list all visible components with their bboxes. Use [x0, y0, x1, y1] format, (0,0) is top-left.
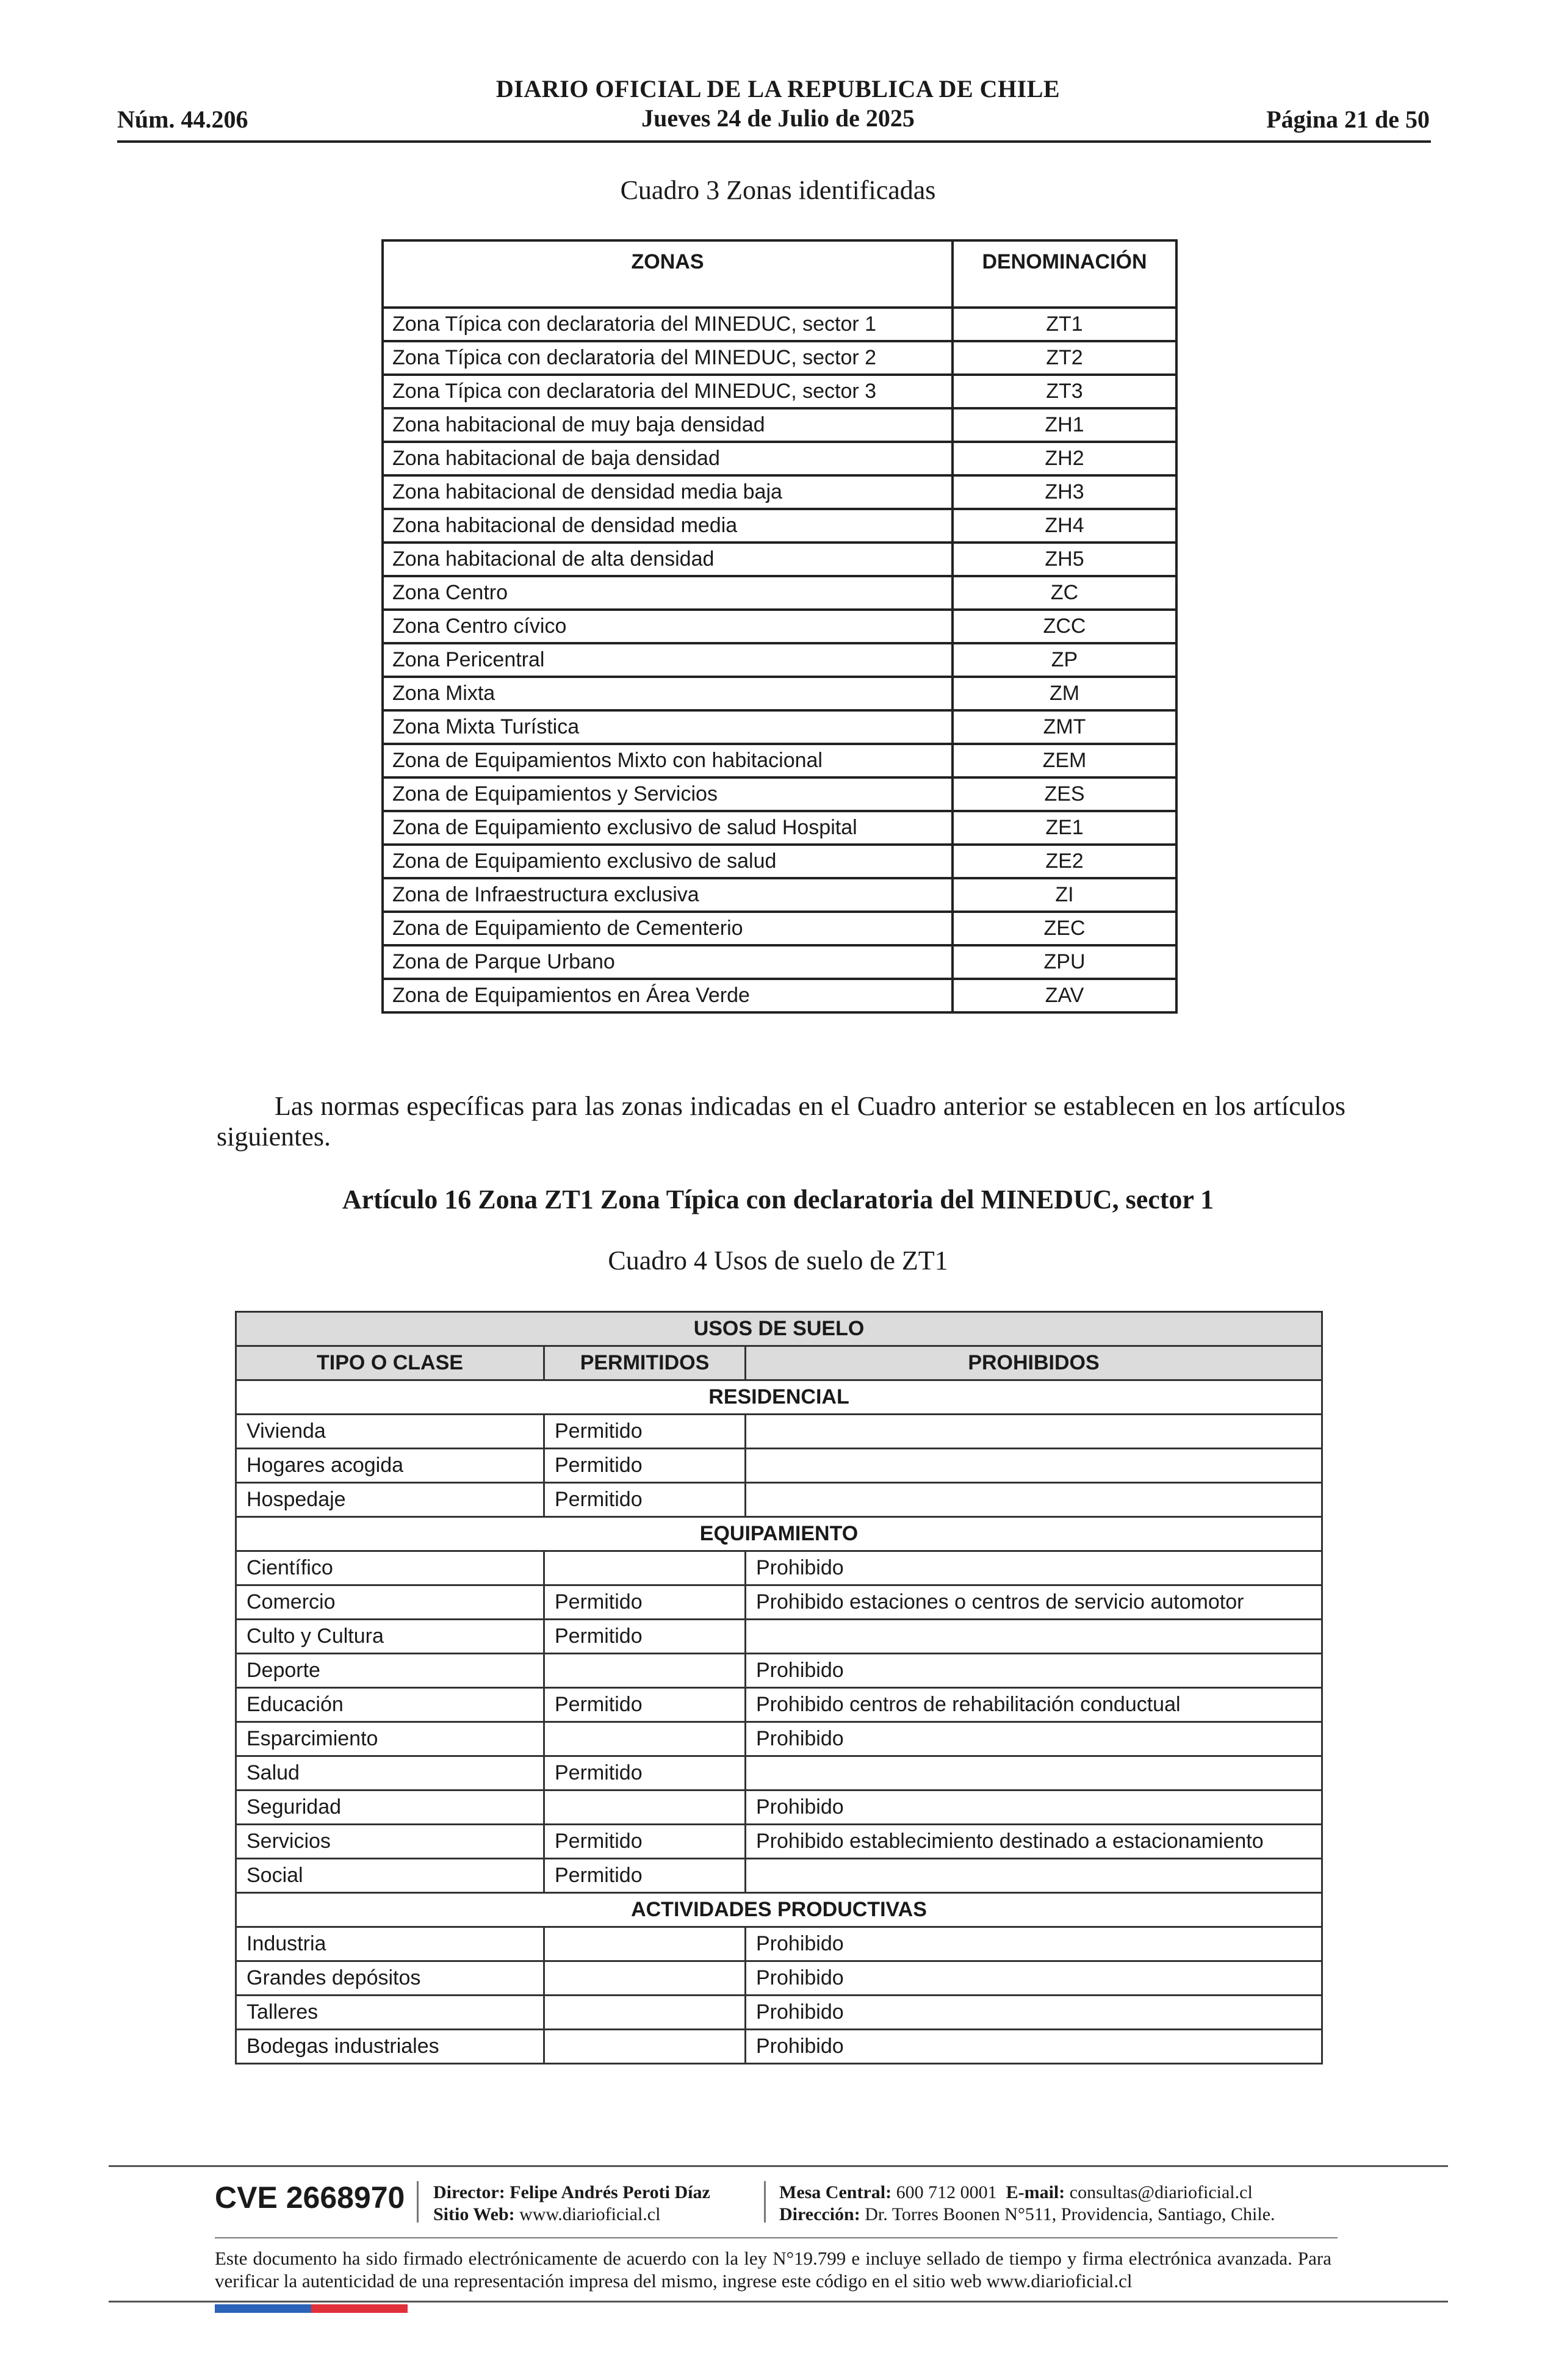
zone-row	[383, 543, 1176, 576]
header-divider	[117, 140, 1431, 143]
zone-name-cell: Zona de Equipamiento de Cementerio	[383, 912, 953, 945]
land-use-row	[236, 1620, 1322, 1654]
use-type-cell: Talleres	[236, 1996, 544, 2030]
land-use-row	[236, 1585, 1322, 1620]
use-type-cell: Vivienda	[236, 1415, 544, 1449]
zone-row	[383, 576, 1176, 610]
zone-code-cell: ZMT	[953, 710, 1176, 744]
director-name: Felipe Andrés Peroti Díaz	[510, 2182, 710, 2202]
zone-row	[383, 610, 1176, 643]
mesa-phone: 600 712 0001	[896, 2182, 997, 2202]
zone-name-cell: Zona de Equipamientos Mixto con habitacional	[383, 744, 953, 777]
zone-row	[383, 710, 1176, 744]
zone-name-cell: Zona Mixta	[383, 677, 953, 710]
zone-code-cell: ZES	[953, 777, 1176, 811]
use-type-cell: Industria	[236, 1927, 544, 1961]
land-use-title-row	[236, 1312, 1322, 1346]
land-use-row	[236, 1825, 1322, 1859]
land-use-row	[236, 1688, 1322, 1722]
zone-name-cell: Zona de Parque Urbano	[383, 945, 953, 979]
zone-code-cell: ZT3	[953, 375, 1176, 408]
zone-name-cell: Zona Mixta Turística	[383, 710, 953, 744]
use-type-cell: Deporte	[236, 1654, 544, 1688]
email-link[interactable]: consultas@diarioficial.cl	[1069, 2182, 1253, 2202]
permitted-cell	[544, 1722, 746, 1756]
footer-separator	[764, 2181, 766, 2223]
use-type-cell: Culto y Cultura	[236, 1620, 544, 1654]
prohibited-cell: Prohibido	[746, 1654, 1322, 1688]
permitted-cell: Permitido	[544, 1620, 746, 1654]
permitted-cell	[544, 1996, 746, 2030]
zone-name-cell: Zona habitacional de alta densidad	[383, 543, 953, 576]
zone-code-cell: ZH2	[953, 442, 1176, 475]
use-type-cell: Esparcimiento	[236, 1722, 544, 1756]
legal-notice: Este documento ha sido firmado electrónicamente de acuerdo con la ley N°19.799 e incluye sellado de tiempo y firma electrónica avanzada. Para verificar la autenticidad de una representación impresa del mismo, ingrese este código en el sitio web www.diarioficial.cl	[215, 2248, 1331, 2292]
use-type-cell: Salud	[236, 1756, 544, 1790]
zone-row	[383, 777, 1176, 811]
permitted-cell: Permitido	[544, 1585, 746, 1620]
footer-divider-mid	[215, 2237, 1338, 2238]
zone-code-cell: ZM	[953, 677, 1176, 710]
land-use-row	[236, 1654, 1322, 1688]
flag-stripe-blue	[215, 2304, 311, 2313]
prohibited-column-header: PROHIBIDOS	[746, 1346, 1322, 1380]
land-use-row	[236, 1483, 1322, 1517]
section-row	[236, 1517, 1322, 1551]
prohibited-cell: Prohibido	[746, 2030, 1322, 2064]
issue-number: Núm. 44.206	[117, 106, 248, 133]
zone-code-cell: ZT2	[953, 341, 1176, 375]
zone-row	[383, 341, 1176, 375]
use-type-cell: Comercio	[236, 1585, 544, 1620]
zone-code-cell: ZH1	[953, 408, 1176, 442]
zone-name-cell: Zona habitacional de baja densidad	[383, 442, 953, 475]
prohibited-cell	[746, 1415, 1322, 1449]
prohibited-cell	[746, 1859, 1322, 1893]
land-use-row	[236, 1790, 1322, 1825]
land-use-title: USOS DE SUELO	[236, 1312, 1322, 1346]
zones-column-header: ZONAS	[383, 240, 953, 308]
land-use-row	[236, 1996, 1322, 2030]
zone-code-cell: ZPU	[953, 945, 1176, 979]
prohibited-cell: Prohibido	[746, 1551, 1322, 1585]
footer-contact	[779, 2182, 1253, 2204]
permitted-cell: Permitido	[544, 1483, 746, 1517]
land-use-row	[236, 1551, 1322, 1585]
cuadro4-caption: Cuadro 4 Usos de suelo de ZT1	[608, 1246, 948, 1275]
zone-row	[383, 744, 1176, 777]
permitted-cell: Permitido	[544, 1756, 746, 1790]
zones-table-body	[383, 308, 1176, 1012]
zone-code-cell: ZC	[953, 576, 1176, 610]
permitted-cell	[544, 1654, 746, 1688]
zone-row	[383, 677, 1176, 710]
land-use-row	[236, 1961, 1322, 1996]
zone-code-cell: ZAV	[953, 979, 1176, 1012]
zone-code-cell: ZEC	[953, 912, 1176, 945]
issue-date: Jueves 24 de Julio de 2025	[641, 104, 915, 132]
permitted-cell: Permitido	[544, 1688, 746, 1722]
zone-row	[383, 408, 1176, 442]
land-use-table	[235, 1311, 1323, 2064]
use-type-cell: Grandes depósitos	[236, 1961, 544, 1996]
prohibited-cell	[746, 1483, 1322, 1517]
land-use-row	[236, 1449, 1322, 1483]
mesa-label: Mesa Central:	[779, 2182, 892, 2202]
cve-code: CVE 2668970	[215, 2180, 405, 2215]
zone-name-cell: Zona Centro cívico	[383, 610, 953, 643]
footer-separator	[417, 2181, 419, 2223]
zone-name-cell: Zona Típica con declaratoria del MINEDUC, sector 3	[383, 375, 953, 408]
permitted-cell	[544, 1790, 746, 1825]
flag-stripe-red	[311, 2304, 408, 2313]
prohibited-cell: Prohibido	[746, 1996, 1322, 2030]
zone-code-cell: ZH5	[953, 543, 1176, 576]
use-type-cell: Servicios	[236, 1825, 544, 1859]
zones-table	[381, 239, 1178, 1014]
zone-name-cell: Zona Típica con declaratoria del MINEDUC, sector 1	[383, 308, 953, 341]
newspaper-title: DIARIO OFICIAL DE LA REPUBLICA DE CHILE	[495, 75, 1061, 103]
zone-name-cell: Zona Centro	[383, 576, 953, 610]
zone-name-cell: Zona habitacional de densidad media baja	[383, 475, 953, 509]
prohibited-cell: Prohibido centros de rehabilitación conductual	[746, 1688, 1322, 1722]
address-label: Dirección:	[779, 2204, 860, 2224]
land-use-row	[236, 1415, 1322, 1449]
website-label: Sitio Web:	[433, 2204, 515, 2224]
section-row	[236, 1893, 1322, 1927]
zone-code-cell: ZE1	[953, 811, 1176, 845]
land-use-table-body	[236, 1380, 1322, 2064]
zone-name-cell: Zona Típica con declaratoria del MINEDUC, sector 2	[383, 341, 953, 375]
zone-row	[383, 308, 1176, 341]
zone-code-cell: ZI	[953, 878, 1176, 912]
prohibited-cell: Prohibido	[746, 1961, 1322, 1996]
zone-row	[383, 375, 1176, 408]
prohibited-cell: Prohibido establecimiento destinado a estacionamiento	[746, 1825, 1322, 1859]
zones-table-header-row	[383, 240, 1176, 308]
zone-code-cell: ZE2	[953, 845, 1176, 878]
use-type-cell: Seguridad	[236, 1790, 544, 1825]
footer-website	[433, 2204, 660, 2226]
cuadro3-caption: Cuadro 3 Zonas identificadas	[620, 175, 936, 205]
prohibited-cell	[746, 1449, 1322, 1483]
zone-row	[383, 979, 1176, 1012]
zone-code-cell: ZCC	[953, 610, 1176, 643]
zone-row	[383, 509, 1176, 543]
zone-name-cell: Zona Pericentral	[383, 643, 953, 677]
zone-row	[383, 643, 1176, 677]
zone-name-cell: Zona de Equipamiento exclusivo de salud Hospital	[383, 811, 953, 845]
prohibited-cell: Prohibido	[746, 1722, 1322, 1756]
zone-name-cell: Zona de Equipamientos y Servicios	[383, 777, 953, 811]
zone-code-cell: ZH3	[953, 475, 1176, 509]
zone-row	[383, 945, 1176, 979]
website-link[interactable]: www.diarioficial.cl	[519, 2204, 661, 2224]
address-value: Dr. Torres Boonen N°511, Providencia, Santiago, Chile.	[865, 2204, 1275, 2224]
permitted-cell: Permitido	[544, 1449, 746, 1483]
zone-row	[383, 475, 1176, 509]
permitted-column-header: PERMITIDOS	[544, 1346, 746, 1380]
footer-divider-bottom	[109, 2301, 1448, 2302]
article-title: Artículo 16 Zona ZT1 Zona Típica con declaratoria del MINEDUC, sector 1	[342, 1185, 1214, 1214]
land-use-row	[236, 1722, 1322, 1756]
zone-row	[383, 912, 1176, 945]
land-use-header-row	[236, 1346, 1322, 1380]
permitted-cell	[544, 1927, 746, 1961]
zone-code-cell: ZEM	[953, 744, 1176, 777]
use-type-cell: Hospedaje	[236, 1483, 544, 1517]
prohibited-cell: Prohibido	[746, 1790, 1322, 1825]
permitted-cell: Permitido	[544, 1415, 746, 1449]
email-label: E-mail:	[1006, 2182, 1065, 2202]
zone-row	[383, 811, 1176, 845]
denomination-column-header: DENOMINACIÓN	[953, 240, 1176, 308]
land-use-row	[236, 1756, 1322, 1790]
permitted-cell: Permitido	[544, 1825, 746, 1859]
section-heading: ACTIVIDADES PRODUCTIVAS	[236, 1893, 1322, 1927]
zone-name-cell: Zona de Equipamiento exclusivo de salud	[383, 845, 953, 878]
director-label: Director:	[433, 2182, 505, 2202]
section-heading: EQUIPAMIENTO	[236, 1517, 1322, 1551]
zone-name-cell: Zona de Infraestructura exclusiva	[383, 878, 953, 912]
zone-row	[383, 442, 1176, 475]
page-number: Página 21 de 50	[1266, 106, 1430, 133]
permitted-cell: Permitido	[544, 1859, 746, 1893]
permitted-cell	[544, 2030, 746, 2064]
footer-address	[779, 2204, 1275, 2226]
footer-divider-top	[109, 2165, 1448, 2167]
zone-name-cell: Zona habitacional de muy baja densidad	[383, 408, 953, 442]
use-type-cell: Social	[236, 1859, 544, 1893]
zone-code-cell: ZH4	[953, 509, 1176, 543]
land-use-row	[236, 2030, 1322, 2064]
zone-row	[383, 878, 1176, 912]
type-column-header: TIPO O CLASE	[236, 1346, 544, 1380]
prohibited-cell	[746, 1756, 1322, 1790]
zone-code-cell: ZP	[953, 643, 1176, 677]
use-type-cell: Bodegas industriales	[236, 2030, 544, 2064]
footer-director	[433, 2182, 710, 2204]
use-type-cell: Educación	[236, 1688, 544, 1722]
zone-code-cell: ZT1	[953, 308, 1176, 341]
zone-row	[383, 845, 1176, 878]
use-type-cell: Hogares acogida	[236, 1449, 544, 1483]
zone-name-cell: Zona habitacional de densidad media	[383, 509, 953, 543]
body-paragraph: Las normas específicas para las zonas indicadas en el Cuadro anterior se establecen en los artículos siguientes.	[217, 1091, 1345, 1152]
prohibited-cell: Prohibido	[746, 1927, 1322, 1961]
zone-name-cell: Zona de Equipamientos en Área Verde	[383, 979, 953, 1012]
permitted-cell	[544, 1551, 746, 1585]
use-type-cell: Científico	[236, 1551, 544, 1585]
section-row	[236, 1380, 1322, 1415]
section-heading: RESIDENCIAL	[236, 1380, 1322, 1415]
prohibited-cell: Prohibido estaciones o centros de servicio automotor	[746, 1585, 1322, 1620]
land-use-row	[236, 1859, 1322, 1893]
prohibited-cell	[746, 1620, 1322, 1654]
land-use-row	[236, 1927, 1322, 1961]
permitted-cell	[544, 1961, 746, 1996]
